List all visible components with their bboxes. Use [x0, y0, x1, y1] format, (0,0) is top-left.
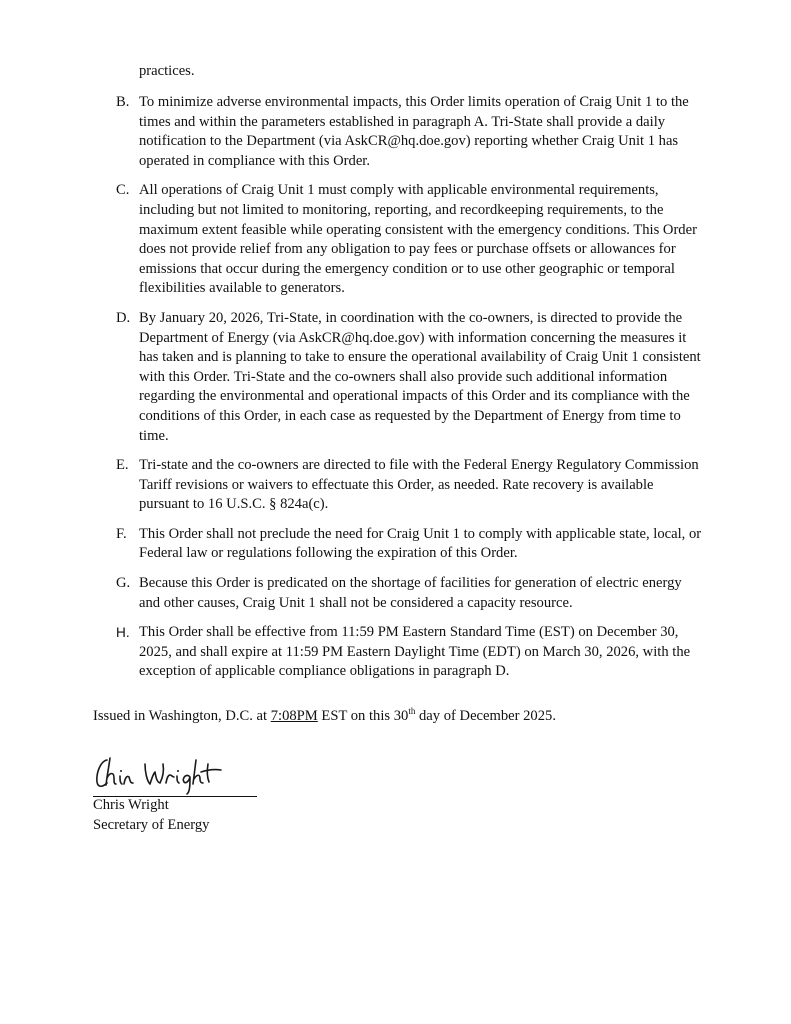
paragraph-d [116, 309, 706, 446]
signer-title: Secretary of Energy [93, 816, 210, 833]
paragraph-text: Because this Order is predicated on the shortage of facilities for generation of electric energy and other causes, Craig Unit 1 shall not be considered a capacity resource. [139, 575, 682, 611]
handwritten-signature-icon [93, 752, 233, 796]
issued-suffix: day of December 2025. [415, 708, 556, 724]
paragraph-text: By January 20, 2026, Tri-State, in coordination with the co-owners, is directed to provide the Department of Energy (via AskCR@hq.doe.gov) with information concerning the measures it has taken and is planning to take to ensure the operational availability of Craig Unit 1 consistent with this Order. Tri-State and the co-owners shall also provide such additional information regarding the environmental and operational impacts of this Order and its compliance with the conditions of this Order, in each case as requested by the Department of Energy from time to time. [139, 309, 701, 444]
paragraph-label: E. [116, 457, 129, 474]
paragraph-text: All operations of Craig Unit 1 must comply with applicable environmental requirements, including but not limited to monitoring, reporting, and recordkeeping requirements, to the maximum extent feasible while operating consistent with the emergency conditions. This Order does not provide relief from any obligation to pay fees or purchase offsets or allowances for emissions that occur during the emergency condition or to use other geographic or temporal flexibilities available to generators. [139, 182, 697, 297]
paragraph-label: D. [116, 309, 131, 326]
ordinal-suffix: th [408, 706, 416, 716]
issued-prefix: Issued in Washington, D.C. at [93, 708, 271, 724]
paragraph-label: G. [116, 575, 131, 592]
paragraph-label: F. [116, 525, 127, 542]
paragraph-g [116, 574, 706, 613]
issued-middle: EST on this 30 [317, 708, 409, 724]
continuation-text: practices. [139, 63, 195, 79]
paragraph-text: This Order shall be effective from 11:59 PM Eastern Standard Time (EST) on December 30, 2025, and shall expire at 11:59 PM Eastern Daylight Time (EDT) on March 30, 2026, with the exception of applicable compliance obligations in paragraph D. [139, 624, 691, 680]
signer-block [93, 796, 209, 835]
paragraph-text: Tri-state and the co-owners are directed to file with the Federal Energy Regulatory Commission Tariff revisions or waivers to effectuate this Order, as needed. Rate recovery is available pursuant to 16 U.S.C. § 824a(c). [139, 457, 699, 513]
paragraph-e [116, 456, 706, 515]
paragraph-label: C. [116, 182, 130, 199]
paragraph-label: H. [116, 625, 130, 641]
paragraph-c [116, 181, 706, 299]
signer-name: Chris Wright [93, 797, 169, 813]
paragraph-b [116, 93, 706, 171]
paragraph-h [116, 623, 706, 682]
paragraph-f [116, 525, 706, 564]
order-paragraph-list [116, 93, 706, 692]
issued-statement [93, 707, 556, 727]
issued-time: 7:08PM [270, 708, 318, 724]
paragraph-text: This Order shall not preclude the need for Craig Unit 1 to comply with applicable state, local, or Federal law or regulations following the expiration of this Order. [139, 525, 702, 562]
signature-block [93, 752, 258, 798]
paragraph-label: B. [116, 94, 130, 110]
paragraph-text: To minimize adverse environmental impacts, this Order limits operation of Craig Unit 1 to the times and within the parameters established in paragraph A. Tri-State shall provide a daily notification to the Department (via AskCR@hq.doe.gov) reporting whether Craig Unit 1 has operated in compliance with this Order. [139, 94, 689, 169]
